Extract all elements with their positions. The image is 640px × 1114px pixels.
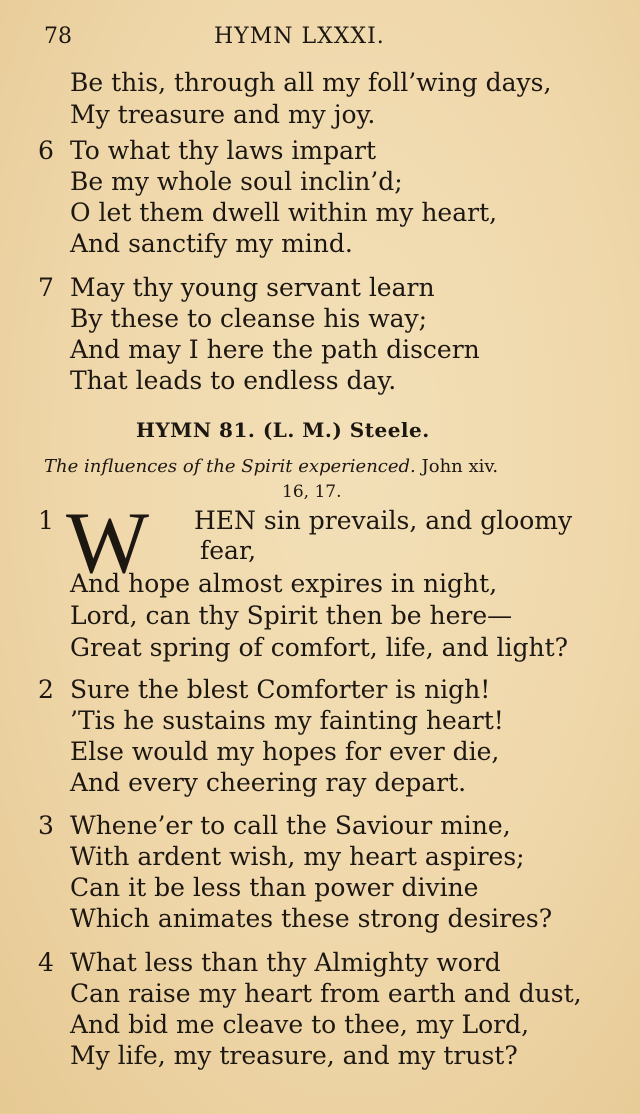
verse-number: 2 [38, 675, 54, 704]
verse-line: fear, [200, 536, 257, 565]
verse-line: With ardent wish, my heart aspires; [70, 842, 525, 871]
verse-line: May thy young servant learn [70, 273, 435, 302]
verse-line: HEN sin prevails, and gloomy [194, 506, 573, 535]
verse-line: Be my whole soul inclin’d; [70, 167, 403, 196]
page-number: 78 [44, 24, 72, 49]
verse-line: Be this, through all my foll’wing days, [70, 68, 552, 97]
verse-number: 3 [38, 811, 54, 840]
verse-line: Great spring of comfort, life, and light? [70, 633, 569, 662]
verse-line: Whene’er to call the Saviour mine, [70, 811, 511, 840]
verse-line: Sure the blest Comforter is nigh! [70, 675, 491, 704]
verse-line: O let them dwell within my heart, [70, 198, 498, 227]
subtitle-italic: The influences of the Spirit experienced. [44, 456, 416, 477]
verse-line: To what thy laws impart [70, 136, 377, 165]
verse-number: 4 [38, 948, 54, 977]
verse-line: By these to cleanse his way; [70, 304, 428, 333]
hymn-subtitle [44, 456, 498, 477]
verse-number: 6 [38, 136, 54, 165]
verse-line: And every cheering ray depart. [70, 768, 467, 797]
running-head: HYMN LXXXI. [214, 24, 385, 49]
drop-cap: W [66, 495, 150, 592]
verse-line: Can raise my heart from earth and dust, [70, 979, 582, 1008]
verse-line: My treasure and my joy. [70, 100, 376, 129]
verse-line: Lord, can thy Spirit then be here— [70, 601, 513, 630]
scripture-reference: John xiv. [421, 456, 499, 477]
verse-line: That leads to endless day. [70, 366, 397, 395]
verse-line: And bid me cleave to thee, my Lord, [70, 1010, 530, 1039]
verse-line: What less than thy Almighty word [70, 948, 501, 977]
scripture-reference-cont: 16, 17. [282, 482, 342, 502]
verse-line: Can it be less than power divine [70, 873, 479, 902]
verse-line: Else would my hopes for ever die, [70, 737, 500, 766]
verse-line: Which animates these strong desires? [70, 904, 553, 933]
verse-line: My life, my treasure, and my trust? [70, 1041, 518, 1070]
verse-number: 1 [38, 506, 54, 535]
verse-number: 7 [38, 273, 54, 302]
hymn-title: HYMN 81. (L. M.) Steele. [136, 418, 430, 442]
verse-line: And hope almost expires in night, [70, 569, 498, 598]
verse-line: And sanctify my mind. [70, 229, 353, 258]
verse-line: ’Tis he sustains my fainting heart! [70, 706, 504, 735]
verse-line: And may I here the path discern [70, 335, 480, 364]
